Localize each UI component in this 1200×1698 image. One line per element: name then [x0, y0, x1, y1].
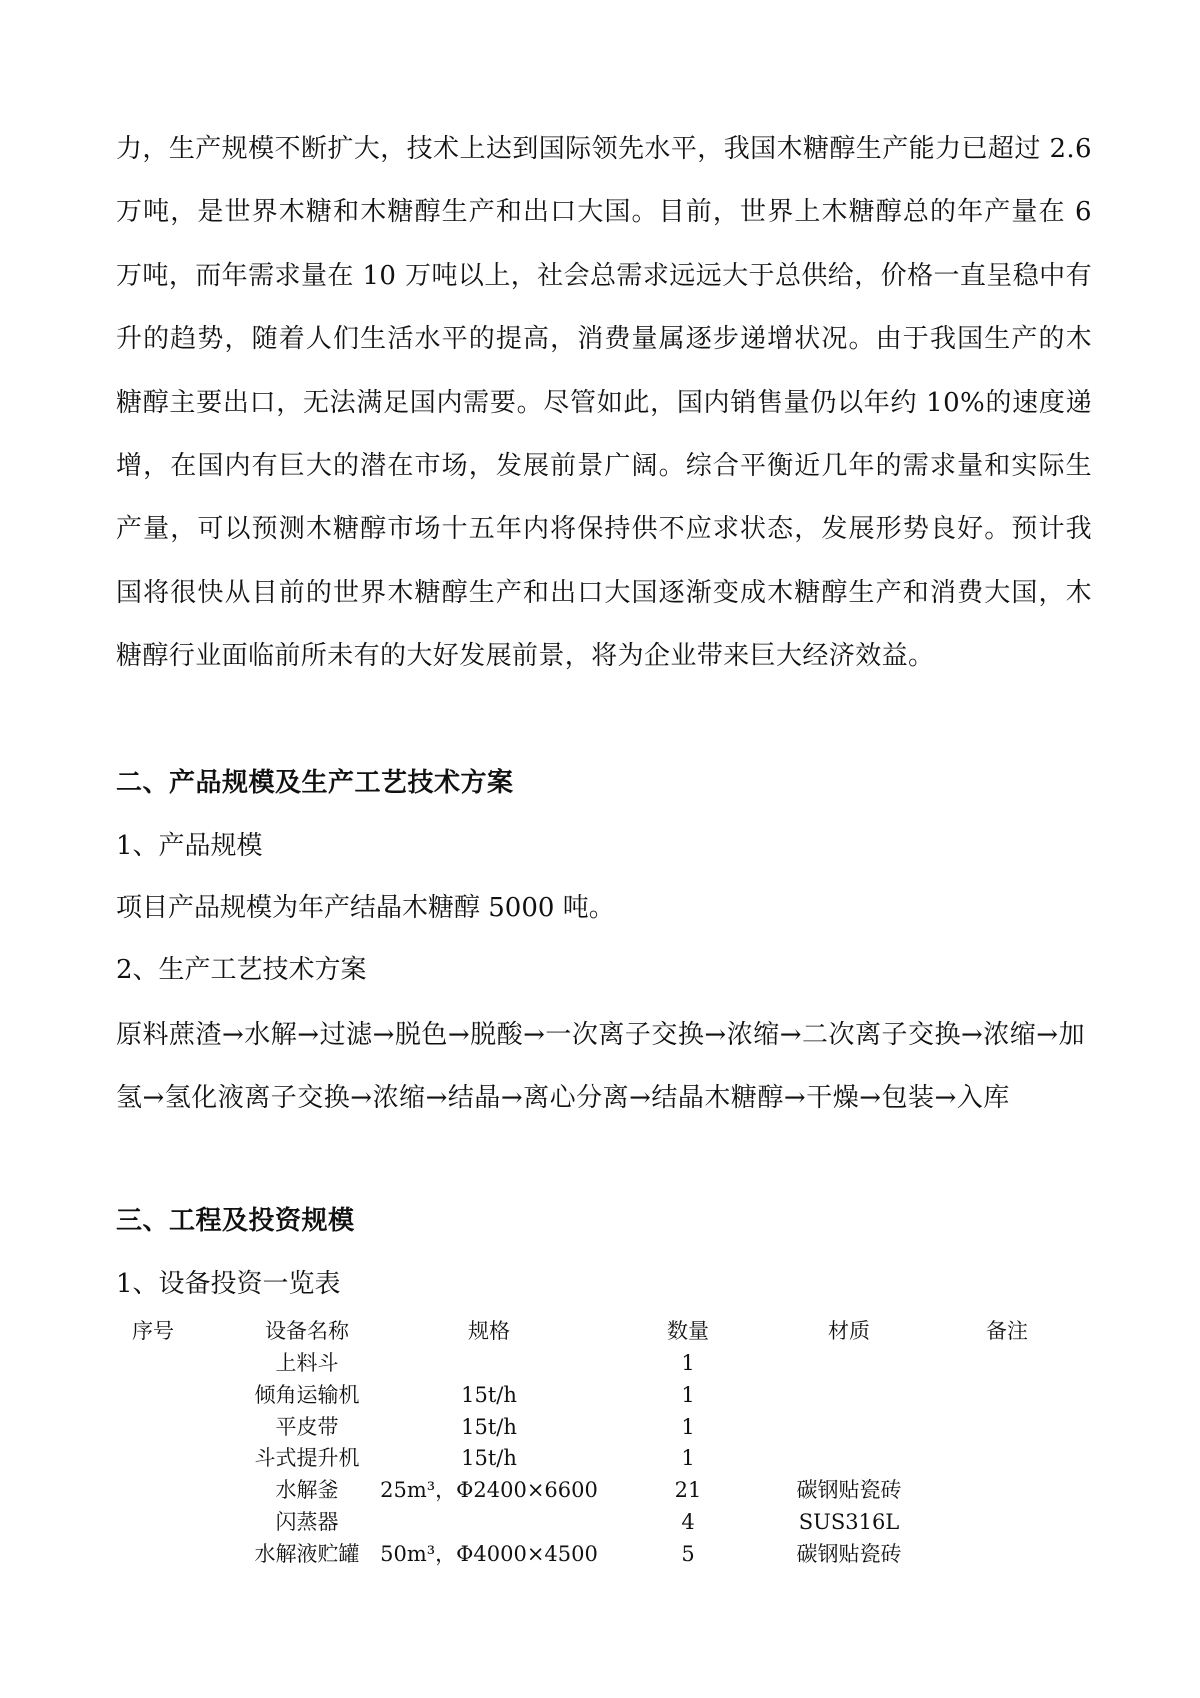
cell-quantity: 4: [681, 1509, 695, 1534]
table-row: [116, 1507, 1092, 1539]
cell-material: [776, 1380, 922, 1412]
table-row: [116, 1539, 1092, 1571]
cell-seq: [116, 1443, 236, 1475]
header-spec: 规格: [468, 1319, 510, 1343]
cell-remarks: [922, 1380, 1092, 1412]
cell-seq: [116, 1380, 236, 1412]
cell-remarks: [922, 1539, 1092, 1571]
cell-seq: [116, 1507, 236, 1539]
section-2-heading: 二、产品规模及生产工艺技术方案: [116, 768, 514, 798]
cell-spec: 15t/h: [461, 1414, 517, 1439]
header-remarks: 备注: [986, 1319, 1028, 1343]
table-row: [116, 1380, 1092, 1412]
cell-equipment-name: 闪蒸器: [275, 1509, 339, 1534]
cell-equipment-name: 水解釜: [275, 1478, 339, 1503]
cell-seq: [116, 1475, 236, 1507]
cell-seq: [116, 1539, 236, 1571]
cell-equipment-name: 水解液贮罐: [254, 1541, 360, 1566]
equipment-investment-table: [116, 1314, 1092, 1571]
cell-quantity: 1: [681, 1414, 695, 1439]
cell-equipment-name: 平皮带: [275, 1414, 339, 1439]
cell-spec: 15t/h: [461, 1382, 517, 1407]
table-row: [116, 1475, 1092, 1507]
table-row: [116, 1443, 1092, 1475]
cell-seq: [116, 1348, 236, 1380]
cell-remarks: [922, 1475, 1092, 1507]
cell-quantity: 5: [681, 1541, 695, 1566]
table-row: [116, 1412, 1092, 1444]
process-technology-subheading: 2、生产工艺技术方案: [116, 955, 367, 985]
cell-spec: 50m³，Φ4000×4500: [380, 1541, 598, 1566]
cell-seq: [116, 1412, 236, 1444]
cell-spec: [378, 1507, 600, 1539]
cell-material: 碳钢贴瓷砖: [796, 1478, 902, 1503]
cell-remarks: [922, 1412, 1092, 1444]
cell-material: [776, 1412, 922, 1444]
header-quantity: 数量: [667, 1319, 709, 1343]
cell-material: SUS316L: [798, 1509, 900, 1534]
header-equipment-name: 设备名称: [265, 1319, 349, 1343]
table-header-row: [116, 1314, 1092, 1348]
process-flow-text: 原料蔗渣→水解→过滤→脱色→脱酸→一次离子交换→浓缩→二次离子交换→浓缩→加氢→氢化液离子交换→浓缩→结晶→离心分离→结晶木糖醇→干燥→包装→入库: [116, 1020, 1086, 1113]
cell-quantity: 1: [681, 1382, 695, 1407]
cell-remarks: [922, 1348, 1092, 1380]
cell-remarks: [922, 1443, 1092, 1475]
product-scale-text: 项目产品规模为年产结晶木糖醇 5000 吨。: [116, 893, 615, 923]
cell-equipment-name: 斗式提升机: [254, 1446, 360, 1471]
cell-spec: 25m³，Φ2400×6600: [380, 1478, 598, 1503]
cell-material: 碳钢贴瓷砖: [796, 1541, 902, 1566]
cell-material: [776, 1348, 922, 1380]
market-analysis-paragraph: 力，生产规模不断扩大，技术上达到国际领先水平，我国木糖醇生产能力已超过 2.6 万吨，是世界木糖和木糖醇生产和出口大国。目前，世界上木糖醇总的年产量在 6 万吨，而年需求量在 10 万吨以上，社会总需求远远大于总供给，价格一直呈稳中有升的趋势，随着人们生活水平的提高，消费量属逐步递增状况。由于我国生产的木糖醇主要出口，无法满足国内需要。尽管如此，国内销售量仍以年约 10%的速度递增，在国内有巨大的潜在市场，发展前景广阔。综合平衡近几年的需求量和实际生产量，可以预测木糖醇市场十五年内将保持供不应求状态，发展形势良好。预计我国将很快从目前的世界木糖醇生产和出口大国逐渐变成木糖醇生产和消费大国，木糖醇行业面临前所未有的大好发展前景，将为企业带来巨大经济效益。: [116, 134, 1092, 672]
cell-quantity: 1: [681, 1351, 695, 1375]
header-material: 材质: [828, 1319, 870, 1343]
table-row: [116, 1348, 1092, 1380]
section-3-heading: 三、工程及投资规模: [116, 1206, 355, 1236]
cell-material: [776, 1443, 922, 1475]
equipment-list-subheading: 1、设备投资一览表: [116, 1269, 341, 1299]
cell-equipment-name: 上料斗: [275, 1351, 339, 1375]
cell-spec: 15t/h: [461, 1446, 517, 1471]
cell-equipment-name: 倾角运输机: [254, 1382, 360, 1407]
cell-quantity: 1: [681, 1446, 695, 1471]
cell-quantity: 21: [674, 1478, 702, 1503]
cell-remarks: [922, 1507, 1092, 1539]
product-scale-subheading: 1、产品规模: [116, 831, 263, 861]
header-seq: 序号: [132, 1319, 174, 1343]
cell-spec: [378, 1348, 600, 1380]
